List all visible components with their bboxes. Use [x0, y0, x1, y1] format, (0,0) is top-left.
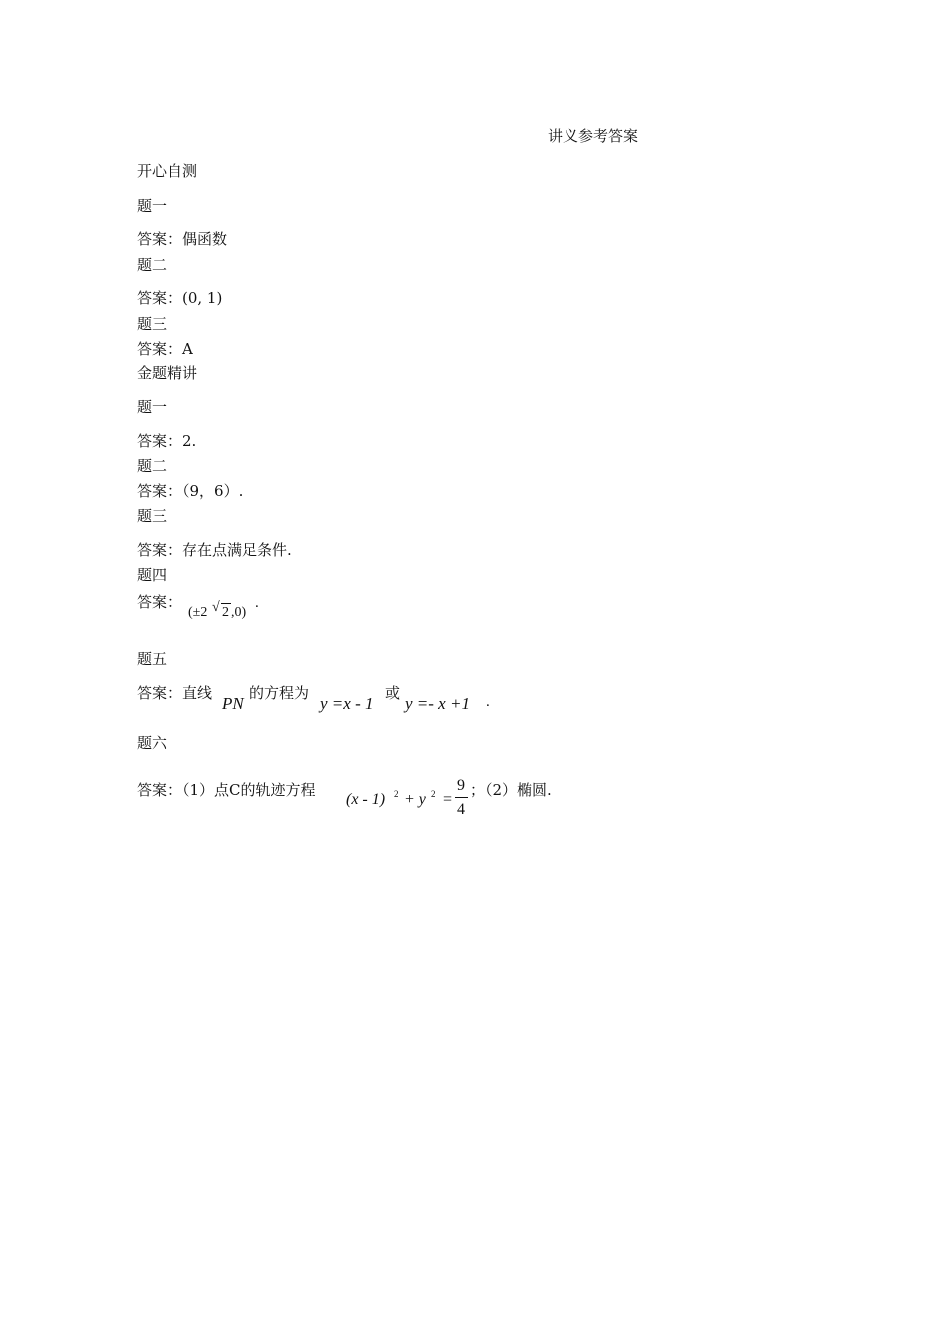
- question-label: 题五: [137, 650, 168, 668]
- fraction-bar: [455, 797, 468, 798]
- math-open: (±2: [188, 605, 208, 620]
- math-sqrt-arg: 2: [222, 605, 229, 620]
- question-label: 题二: [137, 256, 168, 274]
- period: .: [255, 595, 259, 611]
- equation-2: y =- x +1: [405, 694, 470, 713]
- answer-suffix: ；（2）椭圆.: [470, 781, 552, 799]
- equals-sign: =: [443, 791, 453, 808]
- answer-text: 答案：A: [137, 340, 193, 358]
- answer-text: 答案：偶函数: [137, 230, 228, 248]
- answer-prefix: 答案：: [137, 593, 183, 611]
- equation-plus-y: + y: [404, 791, 426, 808]
- page-title: 讲义参考答案: [548, 127, 639, 145]
- math-pn: PN: [222, 694, 244, 713]
- answer-text: 答案：存在点满足条件.: [137, 541, 292, 559]
- answer-mid: 的方程为: [249, 684, 310, 702]
- equation-1: y =x - 1: [320, 694, 374, 713]
- exponent: 2: [431, 789, 436, 799]
- math-close: ,0): [231, 605, 247, 620]
- question-label: 题四: [137, 566, 168, 584]
- question-label: 题一: [137, 197, 168, 215]
- equation-left: (x - 1): [346, 791, 386, 808]
- answer-prefix: 答案：（1）点C的轨迹方程: [137, 781, 316, 799]
- answer-text: 答案：(0, 1): [137, 289, 223, 307]
- exponent: 2: [394, 789, 399, 799]
- question-label: 题三: [137, 315, 168, 333]
- sqrt-bar: [221, 603, 231, 604]
- question-label: 题三: [137, 507, 168, 525]
- question-label: 题一: [137, 398, 168, 416]
- question-label: 题二: [137, 457, 168, 475]
- sqrt-icon: √: [212, 600, 220, 615]
- period: .: [486, 694, 490, 710]
- answer-text: 答案：2.: [137, 432, 197, 450]
- answer-or: 或: [385, 684, 401, 702]
- fraction-numerator: 9: [457, 777, 465, 794]
- answer-text: 答案：（9，6）.: [137, 482, 244, 500]
- section-heading-happy-test: 开心自测: [137, 162, 198, 180]
- question-label: 题六: [137, 734, 168, 752]
- section-heading-gold-problems: 金题精讲: [137, 364, 198, 382]
- answer-prefix: 答案：直线: [137, 684, 213, 702]
- fraction-denominator: 4: [457, 801, 465, 818]
